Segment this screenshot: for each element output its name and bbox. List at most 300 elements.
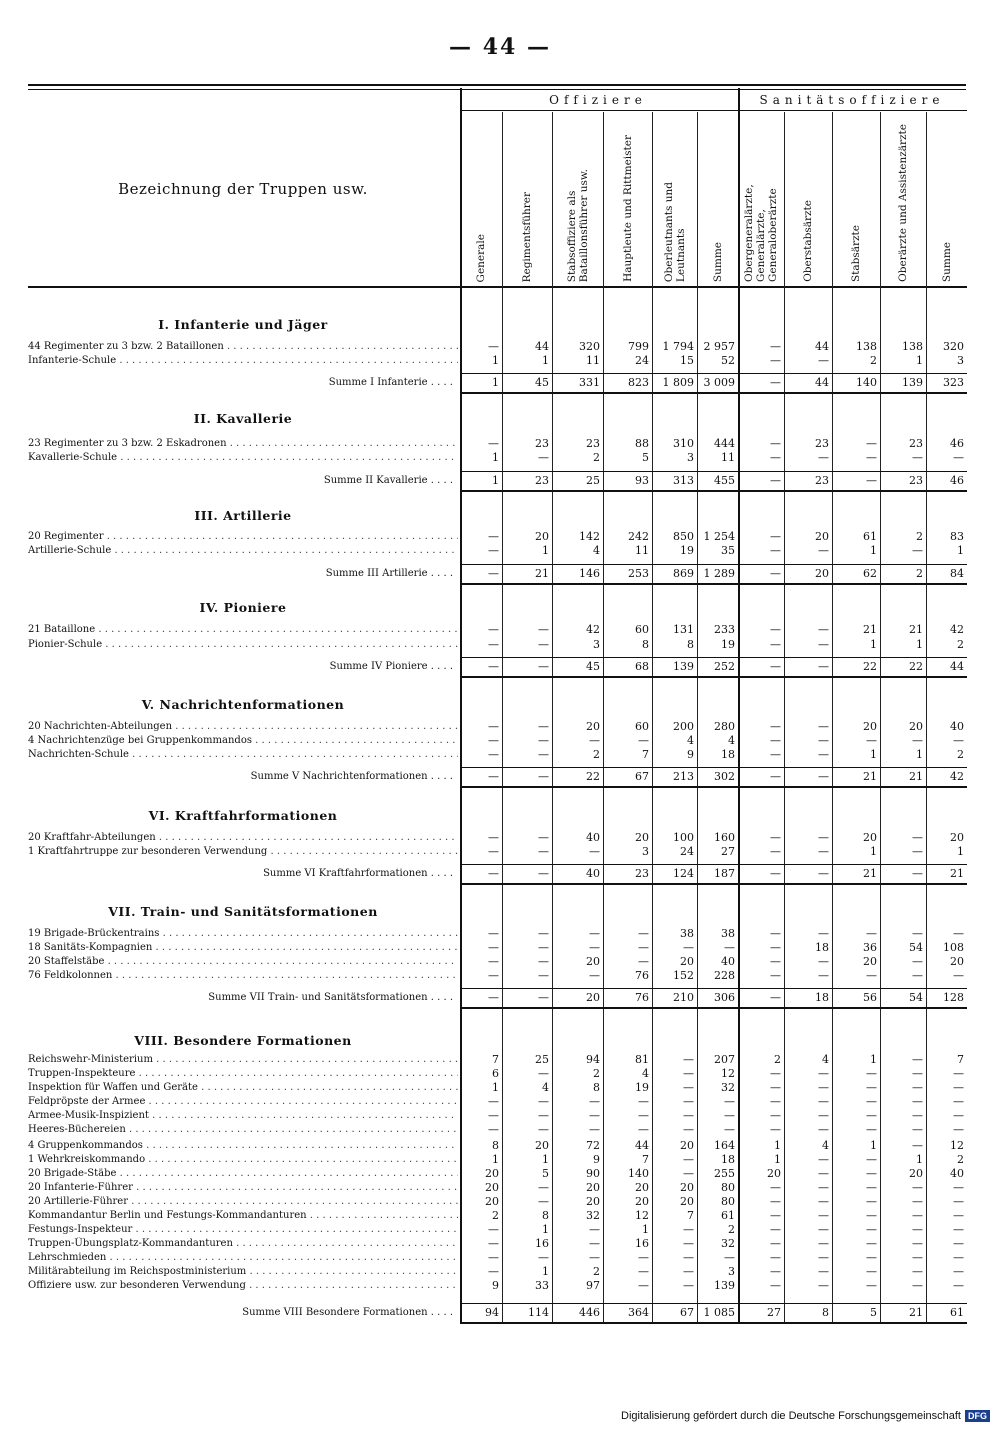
table-cell: 2 — [593, 1265, 600, 1278]
table-cell: — — [770, 544, 781, 557]
footer-text: Digitalisierung gefördert durch die Deutsche Forschungsgemeinschaft — [621, 1410, 961, 1422]
table-cell: 20 — [863, 720, 877, 733]
table-cell: — — [818, 1279, 829, 1292]
section-title: IV. Pioniere — [199, 600, 287, 615]
officers-group-header: Offiziere — [549, 93, 647, 107]
table-cell: 1 — [870, 748, 877, 761]
table-cell: 15 — [680, 354, 694, 367]
table-cell: — — [538, 451, 549, 464]
table-cell: 280 — [714, 720, 735, 733]
table-cell: 7 — [687, 1209, 694, 1222]
table-row — [28, 1251, 968, 1265]
table-cell: — — [724, 941, 735, 954]
table-cell: — — [770, 354, 781, 367]
table-cell: — — [770, 1223, 781, 1236]
table-cell: — — [589, 927, 600, 940]
row-label: 76 Feldkolonnen . . . — [28, 969, 458, 983]
table-cell: 446 — [579, 1306, 600, 1319]
table-cell: 1 085 — [703, 1306, 735, 1319]
table-cell: 60 — [635, 720, 649, 733]
row-label: Artillerie-Schule . . . — [28, 544, 458, 558]
table-cell: — — [912, 1265, 923, 1278]
table-cell: 22 — [586, 770, 600, 783]
table-cell: 45 — [535, 376, 549, 389]
sum-bottom-rule — [460, 676, 967, 678]
table-cell: 7 — [642, 1153, 649, 1166]
table-cell: — — [488, 660, 499, 673]
table-cell: — — [724, 1095, 735, 1108]
table-row — [28, 1279, 968, 1293]
row-label: 20 Regimenter . . . — [28, 530, 458, 544]
table-cell: — — [488, 831, 499, 844]
table-cell: 2 — [916, 567, 923, 580]
table-cell: — — [818, 748, 829, 761]
table-cell: 18 — [815, 991, 829, 1004]
table-cell: — — [953, 969, 964, 982]
page-number: — 44 — — [449, 34, 551, 60]
table-cell: — — [912, 734, 923, 747]
table-cell: 7 — [642, 748, 649, 761]
table-cell: — — [818, 955, 829, 968]
table-cell: 1 809 — [662, 376, 694, 389]
table-cell: — — [770, 567, 781, 580]
table-cell: 25 — [586, 474, 600, 487]
table-cell: — — [724, 1123, 735, 1136]
table-cell: — — [538, 955, 549, 968]
table-cell: 20 — [485, 1167, 499, 1180]
row-label: 4 Nachrichtenzüge bei Gruppenkommandos . . . — [28, 734, 458, 748]
table-cell: — — [538, 845, 549, 858]
table-row — [28, 530, 968, 544]
table-cell: 100 — [673, 831, 694, 844]
table-cell: — — [589, 1123, 600, 1136]
table-cell: 23 — [909, 474, 923, 487]
table-cell: — — [866, 1265, 877, 1278]
table-cell: 68 — [635, 660, 649, 673]
table-cell: — — [818, 638, 829, 651]
table-cell: 138 — [902, 340, 923, 353]
table-cell: — — [770, 867, 781, 880]
table-cell: — — [488, 770, 499, 783]
table-cell: 18 — [721, 748, 735, 761]
table-cell: 38 — [680, 927, 694, 940]
table-cell: — — [538, 1123, 549, 1136]
table-cell: 11 — [586, 354, 600, 367]
row-label: Lehrschmieden . . . — [28, 1251, 458, 1265]
table-cell: 1 — [642, 1223, 649, 1236]
table-cell: — — [683, 1053, 694, 1066]
table-cell: — — [538, 1251, 549, 1264]
row-label: Festungs-Inspekteur . . . — [28, 1223, 458, 1237]
table-cell: 228 — [714, 969, 735, 982]
sum-label: Summe III Artillerie . . . . — [325, 568, 453, 579]
table-cell: — — [912, 1279, 923, 1292]
table-cell: 88 — [635, 437, 649, 450]
table-cell: — — [770, 991, 781, 1004]
table-cell: — — [953, 451, 964, 464]
column-header-label: Oberleutnants und Leutnants — [662, 181, 687, 282]
table-cell: — — [538, 941, 549, 954]
table-cell: 20 — [586, 1195, 600, 1208]
sum-label: Summe VI Kraftfahrformationen . . . . — [263, 868, 453, 879]
table-cell: 24 — [635, 354, 649, 367]
table-cell: 233 — [714, 623, 735, 636]
table-cell: 61 — [863, 530, 877, 543]
row-label: 19 Brigade-Brückentrains . . . — [28, 927, 458, 941]
table-cell: — — [953, 1181, 964, 1194]
table-cell: 8 — [593, 1081, 600, 1094]
table-cell: 146 — [579, 567, 600, 580]
table-cell: — — [866, 1123, 877, 1136]
table-cell: 2 — [870, 354, 877, 367]
table-row — [28, 845, 968, 859]
table-cell: — — [866, 1279, 877, 1292]
table-cell: — — [866, 437, 877, 450]
table-cell: 1 — [492, 474, 499, 487]
column-header-8 — [784, 112, 832, 282]
table-cell: — — [770, 340, 781, 353]
sum-row — [28, 567, 968, 581]
table-cell: — — [638, 1123, 649, 1136]
table-cell: 27 — [767, 1306, 781, 1319]
table-cell: 1 — [870, 845, 877, 858]
row-label: Offiziere usw. zur besonderen Verwendung . . . — [28, 1279, 458, 1293]
table-cell: — — [770, 955, 781, 968]
table-cell: — — [818, 660, 829, 673]
row-label: Kommandantur Berlin und Festungs-Kommandanturen . . . — [28, 1209, 458, 1223]
table-cell: 313 — [673, 474, 694, 487]
table-cell: — — [818, 1237, 829, 1250]
table-cell: 20 — [863, 831, 877, 844]
table-row — [28, 831, 968, 845]
table-cell: 1 — [774, 1139, 781, 1152]
table-cell: 320 — [943, 340, 964, 353]
sum-bottom-rule — [460, 1322, 967, 1324]
table-cell: 320 — [579, 340, 600, 353]
table-cell: — — [488, 720, 499, 733]
table-cell: — — [866, 734, 877, 747]
table-cell: — — [638, 1095, 649, 1108]
table-cell: — — [770, 770, 781, 783]
table-cell: — — [770, 969, 781, 982]
table-cell: 44 — [950, 660, 964, 673]
table-cell: 12 — [721, 1067, 735, 1080]
table-cell: — — [488, 437, 499, 450]
row-label: 20 Nachrichten-Abteilungen . . . — [28, 720, 458, 734]
table-cell: 869 — [673, 567, 694, 580]
table-cell: — — [770, 927, 781, 940]
table-cell: — — [953, 1095, 964, 1108]
table-cell: 19 — [721, 638, 735, 651]
row-label: Kavallerie-Schule . . . — [28, 451, 458, 465]
sum-label: Summe I Infanterie . . . . — [328, 377, 453, 388]
table-cell: — — [683, 1251, 694, 1264]
section-title: V. Nachrichtenformationen — [141, 697, 345, 712]
sum-bottom-rule — [460, 1007, 967, 1009]
table-cell: 20 — [950, 955, 964, 968]
table-row — [28, 734, 968, 748]
table-cell: — — [488, 530, 499, 543]
table-cell: — — [770, 941, 781, 954]
table-cell: — — [912, 1223, 923, 1236]
table-cell: 20 — [909, 720, 923, 733]
table-cell: 72 — [586, 1139, 600, 1152]
table-cell: 62 — [863, 567, 877, 580]
table-row — [28, 1139, 968, 1153]
table-cell: 45 — [586, 660, 600, 673]
row-label: Pionier-Schule . . . — [28, 638, 458, 652]
table-cell: 140 — [628, 1167, 649, 1180]
table-cell: 1 — [870, 1139, 877, 1152]
sum-label: Summe VIII Besondere Formationen . . . . — [242, 1307, 453, 1318]
table-cell: 36 — [863, 941, 877, 954]
table-cell: 3 — [642, 845, 649, 858]
row-label: Infanterie-Schule . . . — [28, 354, 458, 368]
table-cell: — — [953, 1251, 964, 1264]
sum-label: Summe V Nachrichtenformationen . . . . — [250, 771, 453, 782]
table-cell: — — [818, 867, 829, 880]
table-row — [28, 451, 968, 465]
table-cell: — — [538, 1109, 549, 1122]
table-cell: 1 794 — [662, 340, 694, 353]
table-cell: — — [538, 991, 549, 1004]
table-cell: — — [953, 734, 964, 747]
table-cell: 44 — [635, 1139, 649, 1152]
table-cell: — — [538, 720, 549, 733]
row-label: 20 Brigade-Stäbe . . . — [28, 1167, 458, 1181]
table-cell: — — [818, 1123, 829, 1136]
table-cell: 4 — [822, 1053, 829, 1066]
table-cell: 93 — [635, 474, 649, 487]
table-cell: 444 — [714, 437, 735, 450]
table-cell: — — [770, 1265, 781, 1278]
table-cell: — — [953, 1081, 964, 1094]
row-label: Truppen-Übungsplatz-Kommandanturen . . . — [28, 1237, 458, 1251]
table-cell: — — [683, 1067, 694, 1080]
table-cell: 22 — [909, 660, 923, 673]
table-cell: — — [866, 969, 877, 982]
table-cell: 3 — [593, 638, 600, 651]
table-cell: 44 — [815, 340, 829, 353]
column-header-label: Regimentsführer — [521, 191, 533, 282]
table-cell: 3 — [957, 354, 964, 367]
table-row — [28, 720, 968, 734]
table-row — [28, 927, 968, 941]
table-cell: 3 — [728, 1265, 735, 1278]
table-cell: 11 — [721, 451, 735, 464]
table-cell: — — [538, 969, 549, 982]
table-cell: — — [866, 1195, 877, 1208]
table-cell: — — [818, 1095, 829, 1108]
table-cell: 42 — [950, 623, 964, 636]
table-cell: — — [589, 1237, 600, 1250]
table-cell: 20 — [586, 720, 600, 733]
table-cell: — — [912, 955, 923, 968]
section-title: VII. Train- und Sanitätsformationen — [108, 904, 378, 919]
table-cell: — — [488, 1109, 499, 1122]
table-cell: — — [538, 1067, 549, 1080]
table-cell: — — [866, 927, 877, 940]
table-cell: 32 — [721, 1081, 735, 1094]
table-row — [28, 1209, 968, 1223]
sum-top-rule — [460, 864, 967, 865]
table-cell: — — [818, 451, 829, 464]
table-cell: 1 — [916, 748, 923, 761]
table-cell: — — [866, 1109, 877, 1122]
table-cell: — — [818, 544, 829, 557]
table-cell: 20 — [535, 1139, 549, 1152]
table-cell: — — [488, 1251, 499, 1264]
table-cell: 7 — [957, 1053, 964, 1066]
sum-label: Summe IV Pioniere . . . . — [329, 661, 453, 672]
table-cell: 9 — [687, 748, 694, 761]
table-cell: — — [866, 1067, 877, 1080]
column-header-3 — [552, 112, 603, 282]
table-row — [28, 354, 968, 368]
table-cell: — — [770, 623, 781, 636]
table-cell: — — [488, 969, 499, 982]
column-header-label: Hauptleute und Rittmeister — [621, 135, 634, 282]
top-rule — [28, 84, 966, 86]
column-header-2 — [502, 112, 552, 282]
table-cell: 20 — [815, 530, 829, 543]
table-row — [28, 1265, 968, 1279]
table-cell: 19 — [635, 1081, 649, 1094]
table-cell: 24 — [680, 845, 694, 858]
sum-top-rule — [460, 564, 967, 565]
row-label: Reichswehr-Ministerium . . . — [28, 1053, 458, 1067]
column-header-label: Oberstabsärzte — [802, 200, 814, 282]
sum-row — [28, 660, 968, 674]
table-cell: — — [912, 1081, 923, 1094]
table-cell: — — [866, 1167, 877, 1180]
table-cell: 25 — [535, 1053, 549, 1066]
table-cell: 21 — [909, 623, 923, 636]
table-cell: 1 — [916, 638, 923, 651]
table-cell: 2 957 — [703, 340, 735, 353]
table-cell: 42 — [950, 770, 964, 783]
table-row — [28, 1153, 968, 1167]
table-cell: 67 — [680, 1306, 694, 1319]
table-cell: 1 254 — [703, 530, 735, 543]
table-cell: 23 — [535, 437, 549, 450]
table-cell: 160 — [714, 831, 735, 844]
section-title: I. Infanterie und Jäger — [158, 317, 328, 332]
table-cell: 21 — [863, 867, 877, 880]
table-cell: — — [488, 1265, 499, 1278]
table-cell: 255 — [714, 1167, 735, 1180]
table-row — [28, 1181, 968, 1195]
table-cell: — — [818, 1251, 829, 1264]
column-header-6 — [697, 112, 738, 282]
table-cell: 23 — [909, 437, 923, 450]
table-cell: 1 — [542, 1265, 549, 1278]
table-cell: 139 — [714, 1279, 735, 1292]
section-title: VIII. Besondere Formationen — [134, 1033, 352, 1048]
table-cell: 124 — [673, 867, 694, 880]
table-cell: 16 — [535, 1237, 549, 1250]
row-label: Truppen-Inspekteure . . . — [28, 1067, 458, 1081]
table-cell: 54 — [909, 941, 923, 954]
table-cell: 35 — [721, 544, 735, 557]
table-cell: 2 — [593, 451, 600, 464]
table-cell: 18 — [721, 1153, 735, 1166]
table-cell: — — [770, 474, 781, 487]
table-cell: 331 — [579, 376, 600, 389]
section-title: II. Kavallerie — [193, 411, 293, 426]
table-cell: 139 — [902, 376, 923, 389]
sum-top-rule — [460, 657, 967, 658]
table-cell: 46 — [950, 437, 964, 450]
table-cell: — — [866, 1181, 877, 1194]
table-cell: — — [912, 1237, 923, 1250]
table-cell: — — [818, 927, 829, 940]
section-title: III. Artillerie — [194, 508, 292, 523]
table-cell: 20 — [909, 1167, 923, 1180]
table-cell: 4 — [687, 734, 694, 747]
table-cell: — — [912, 867, 923, 880]
table-cell: 16 — [635, 1237, 649, 1250]
table-cell: — — [912, 1109, 923, 1122]
table-cell: 8 — [492, 1139, 499, 1152]
table-cell: 1 — [916, 1153, 923, 1166]
table-cell: 52 — [721, 354, 735, 367]
table-cell: — — [683, 1167, 694, 1180]
column-header-label: Stabsoffiziere als Bataillonsführer usw. — [565, 168, 590, 282]
table-cell: 44 — [815, 376, 829, 389]
table-cell: — — [912, 831, 923, 844]
table-cell: — — [953, 1067, 964, 1080]
table-cell: 84 — [950, 567, 964, 580]
table-cell: — — [488, 867, 499, 880]
table-cell: 20 — [680, 1195, 694, 1208]
table-cell: — — [818, 770, 829, 783]
table-cell: 21 — [535, 567, 549, 580]
table-cell: 23 — [815, 437, 829, 450]
table-cell: 2 — [957, 1153, 964, 1166]
column-header-label: Obergeneralärzte, Generalärzte, Generaloberärzte — [743, 184, 779, 282]
table-cell: 242 — [628, 530, 649, 543]
table-cell: 2 — [593, 748, 600, 761]
table-cell: — — [638, 734, 649, 747]
table-cell: 114 — [528, 1306, 549, 1319]
table-cell: — — [866, 451, 877, 464]
table-row — [28, 1123, 968, 1137]
table-cell: 20 — [680, 1139, 694, 1152]
table-row — [28, 437, 968, 451]
table-cell: — — [488, 1095, 499, 1108]
table-cell: — — [589, 1095, 600, 1108]
sum-top-rule — [460, 373, 967, 374]
table-cell: 310 — [673, 437, 694, 450]
table-cell: 2 — [957, 748, 964, 761]
table-cell: 76 — [635, 991, 649, 1004]
table-cell: — — [488, 927, 499, 940]
table-cell: 18 — [815, 941, 829, 954]
table-cell: 4 — [593, 544, 600, 557]
table-cell: 23 — [815, 474, 829, 487]
table-cell: — — [538, 770, 549, 783]
sum-top-rule — [460, 471, 967, 472]
sum-bottom-rule — [460, 583, 967, 585]
table-cell: 23 — [635, 867, 649, 880]
row-label: 21 Bataillone . . . — [28, 623, 458, 637]
table-cell: 2 — [774, 1053, 781, 1066]
table-cell: — — [638, 927, 649, 940]
table-cell: 1 — [870, 1053, 877, 1066]
table-cell: — — [488, 748, 499, 761]
table-cell: 253 — [628, 567, 649, 580]
